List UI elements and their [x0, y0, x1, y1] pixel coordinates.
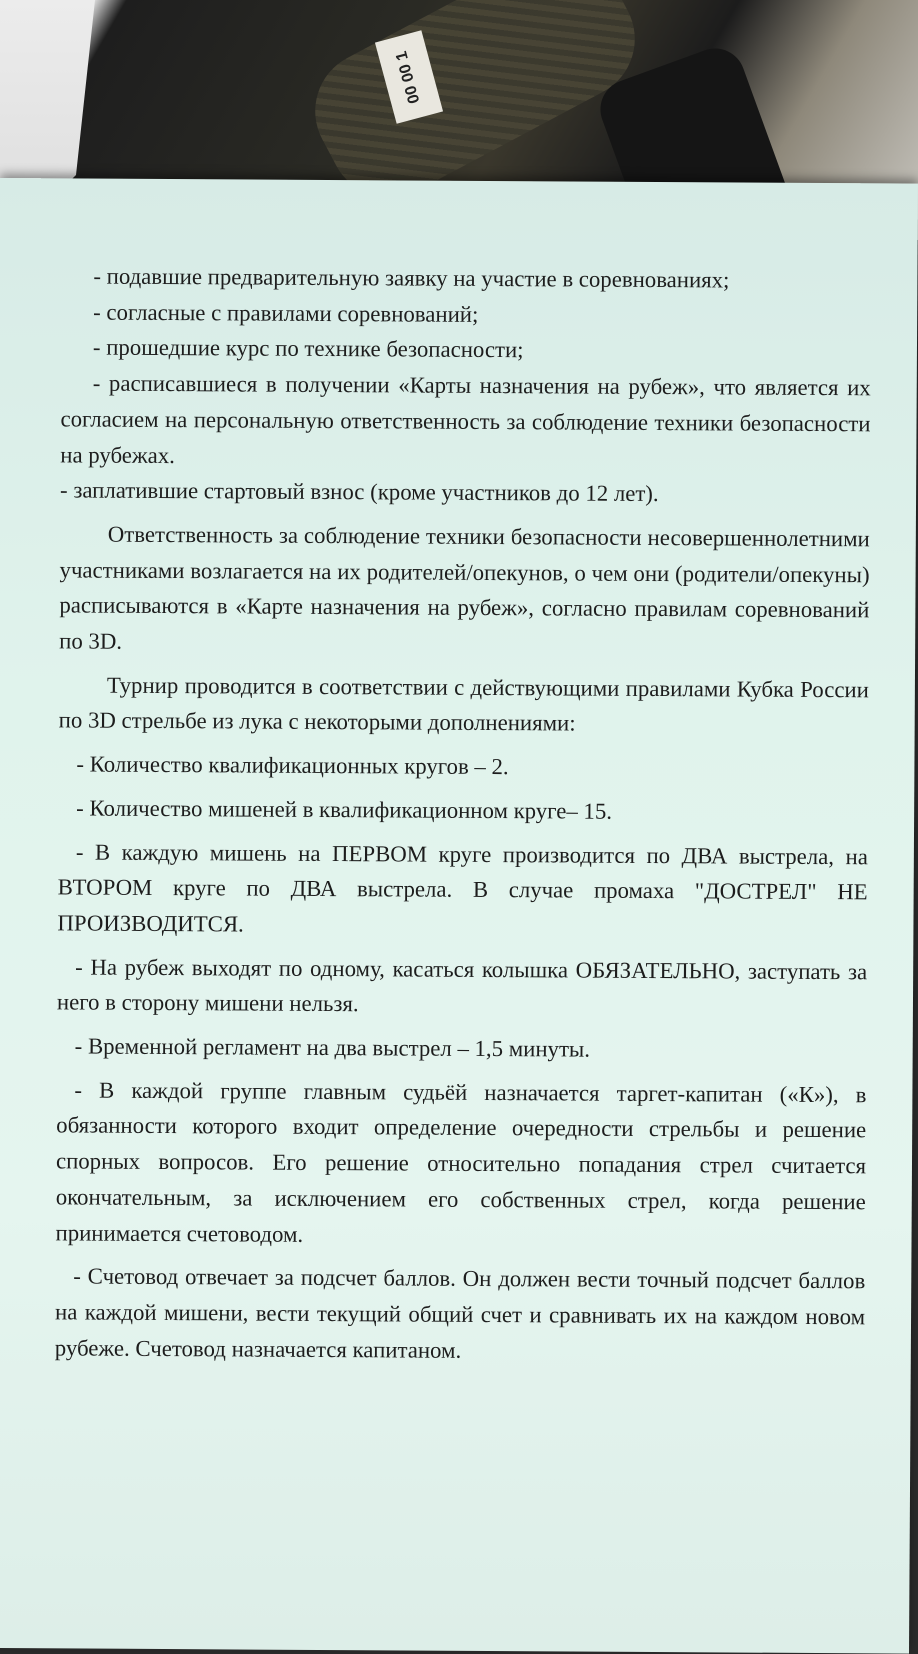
list-item: - согласные с правилами соревнований;: [93, 299, 479, 327]
list-item: - Количество квалификационных кругов – 2.: [76, 751, 509, 780]
list-item: - Количество мишеней в квалификационном круге– 15.: [76, 795, 613, 824]
document-page: [0, 178, 918, 1654]
list-item: - Счетовод отвечает за подсчет баллов. Он должен вести точный подсчет баллов на каждой мишени, вести текущий общий счет и сравнивать их на каждом новом рубеже. Счетовод назначается капитаном.: [54, 1263, 866, 1363]
list-item: - Временной регламент на два выстрел – 1,5 минуты.: [74, 1033, 591, 1062]
list-item: - подавшие предварительную заявку на участие в соревнованиях;: [93, 263, 730, 293]
list-item: - В каждую мишень на ПЕРВОМ круге производится по ДВА выстрела, на ВТОРОМ круге по ДВА выстрела. В случае промаха "ДОСТРЕЛ" НЕ ПРОИЗВОДИТСЯ.: [57, 839, 868, 937]
list-item: - заплатившие стартовый взнос (кроме участников до 12 лет).: [60, 477, 659, 507]
paragraph: Ответственность за соблюдение техники безопасности несовершеннолетними участниками возлагается на их родителей/опекунов, о чем они (родители/опекуны) расписываются в «Карте назначения на рубеж», согласно правилам соревнований по 3D.: [59, 521, 870, 654]
list-item: - В каждой группе главным судьёй назначается таргет-капитан («К»), в обязанности которого входит определение очередности стрельбы и решение спорных вопросов. Его решение относительно попадания стрел считается окончательным, за исключением его собственных стрел, когда решение принимается счетоводом.: [55, 1077, 867, 1247]
document-text: [55, 258, 872, 1370]
list-item: - расписавшиеся в получении «Карты назначения на рубеж», что является их согласием на персональную ответственность за соблюдение техники безопасности на рубежах.: [60, 370, 871, 468]
paragraph: Турнир проводится в соответствии с действующими правилами Кубка России по 3D стрельбе из лука с некоторыми дополнениями:: [58, 672, 869, 736]
price-tag-text: 00 00 1: [393, 49, 424, 106]
list-item: - прошедшие курс по технике безопасности;: [92, 334, 524, 363]
list-item: - На рубеж выходят по одному, касаться колышка ОБЯЗАТЕЛЬНО, заступать за него в сторону мишени нельзя.: [56, 954, 868, 1017]
